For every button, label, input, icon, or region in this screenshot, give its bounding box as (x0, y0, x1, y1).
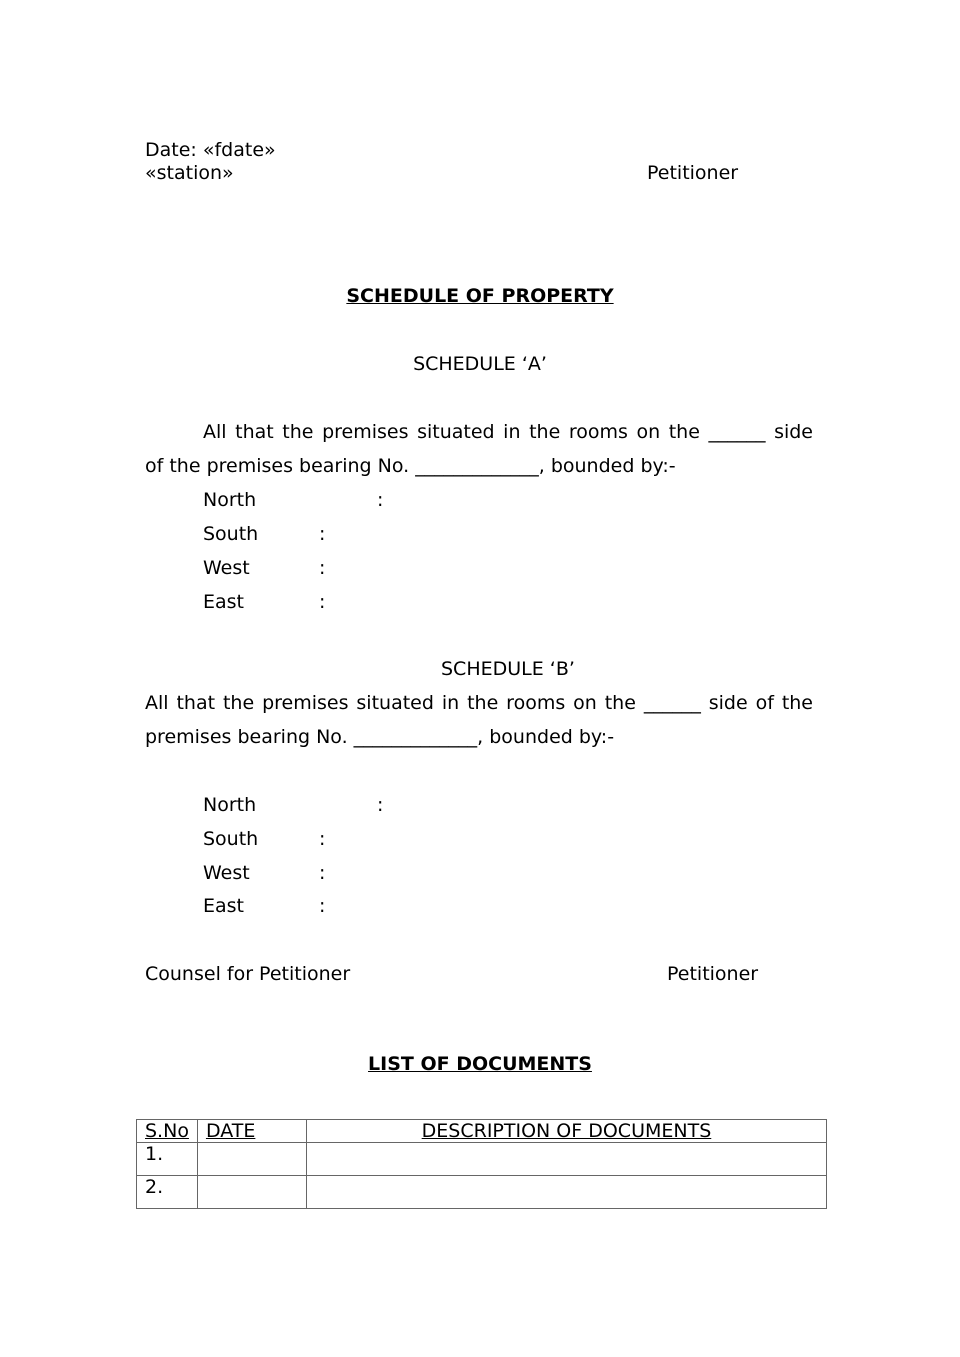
header-date: DATE (197, 1120, 306, 1143)
schedule-title: SCHEDULE OF PROPERTY (346, 285, 614, 307)
station-line: «station» (145, 162, 234, 184)
petitioner-signature-label: Petitioner (667, 963, 759, 985)
schedule-b-east-label: East (203, 895, 244, 917)
cell-sno: 2. (137, 1176, 198, 1209)
schedule-a-south-label: South (203, 523, 259, 545)
counsel-signature-label: Counsel for Petitioner (145, 963, 351, 985)
schedule-b-heading: SCHEDULE ‘B’ (441, 658, 575, 680)
documents-table (136, 1119, 827, 1209)
header-sno: S.No (137, 1120, 198, 1143)
schedule-b-north-colon: : (377, 794, 384, 816)
date-line: Date: «fdate» (145, 139, 276, 161)
schedule-b-south-colon: : (319, 828, 326, 850)
schedule-a-west-colon: : (319, 557, 326, 579)
cell-description (306, 1143, 826, 1176)
schedule-a-north-colon: : (377, 489, 384, 511)
documents-title: LIST OF DOCUMENTS (368, 1053, 592, 1075)
schedule-b-south-label: South (203, 828, 259, 850)
schedule-b-north-label: North (203, 794, 257, 816)
schedule-a-east-label: East (203, 591, 244, 613)
table-row (137, 1176, 827, 1209)
cell-sno: 1. (137, 1143, 198, 1176)
cell-description (306, 1176, 826, 1209)
table-row (137, 1143, 827, 1176)
schedule-b-west-colon: : (319, 862, 326, 884)
cell-date (197, 1176, 306, 1209)
cell-date (197, 1143, 306, 1176)
schedule-a-heading: SCHEDULE ‘A’ (413, 353, 547, 375)
schedule-a-text-line1: All that the premises situated in the rooms on the ______ side (203, 421, 813, 443)
schedule-b-east-colon: : (319, 895, 326, 917)
documents-header-row (137, 1120, 827, 1143)
schedule-a-south-colon: : (319, 523, 326, 545)
schedule-a-north-label: North (203, 489, 257, 511)
schedule-b-west-label: West (203, 862, 250, 884)
schedule-b-text-line1: All that the premises situated in the rooms on the ______ side of the (145, 692, 813, 714)
schedule-a-text-line2: of the premises bearing No. _____________, bounded by:- (145, 455, 676, 477)
header-description: DESCRIPTION OF DOCUMENTS (306, 1120, 826, 1143)
schedule-b-text-line2: premises bearing No. _____________, bounded by:- (145, 726, 615, 748)
schedule-a-west-label: West (203, 557, 250, 579)
schedule-a-east-colon: : (319, 591, 326, 613)
petitioner-label-top: Petitioner (647, 162, 739, 184)
